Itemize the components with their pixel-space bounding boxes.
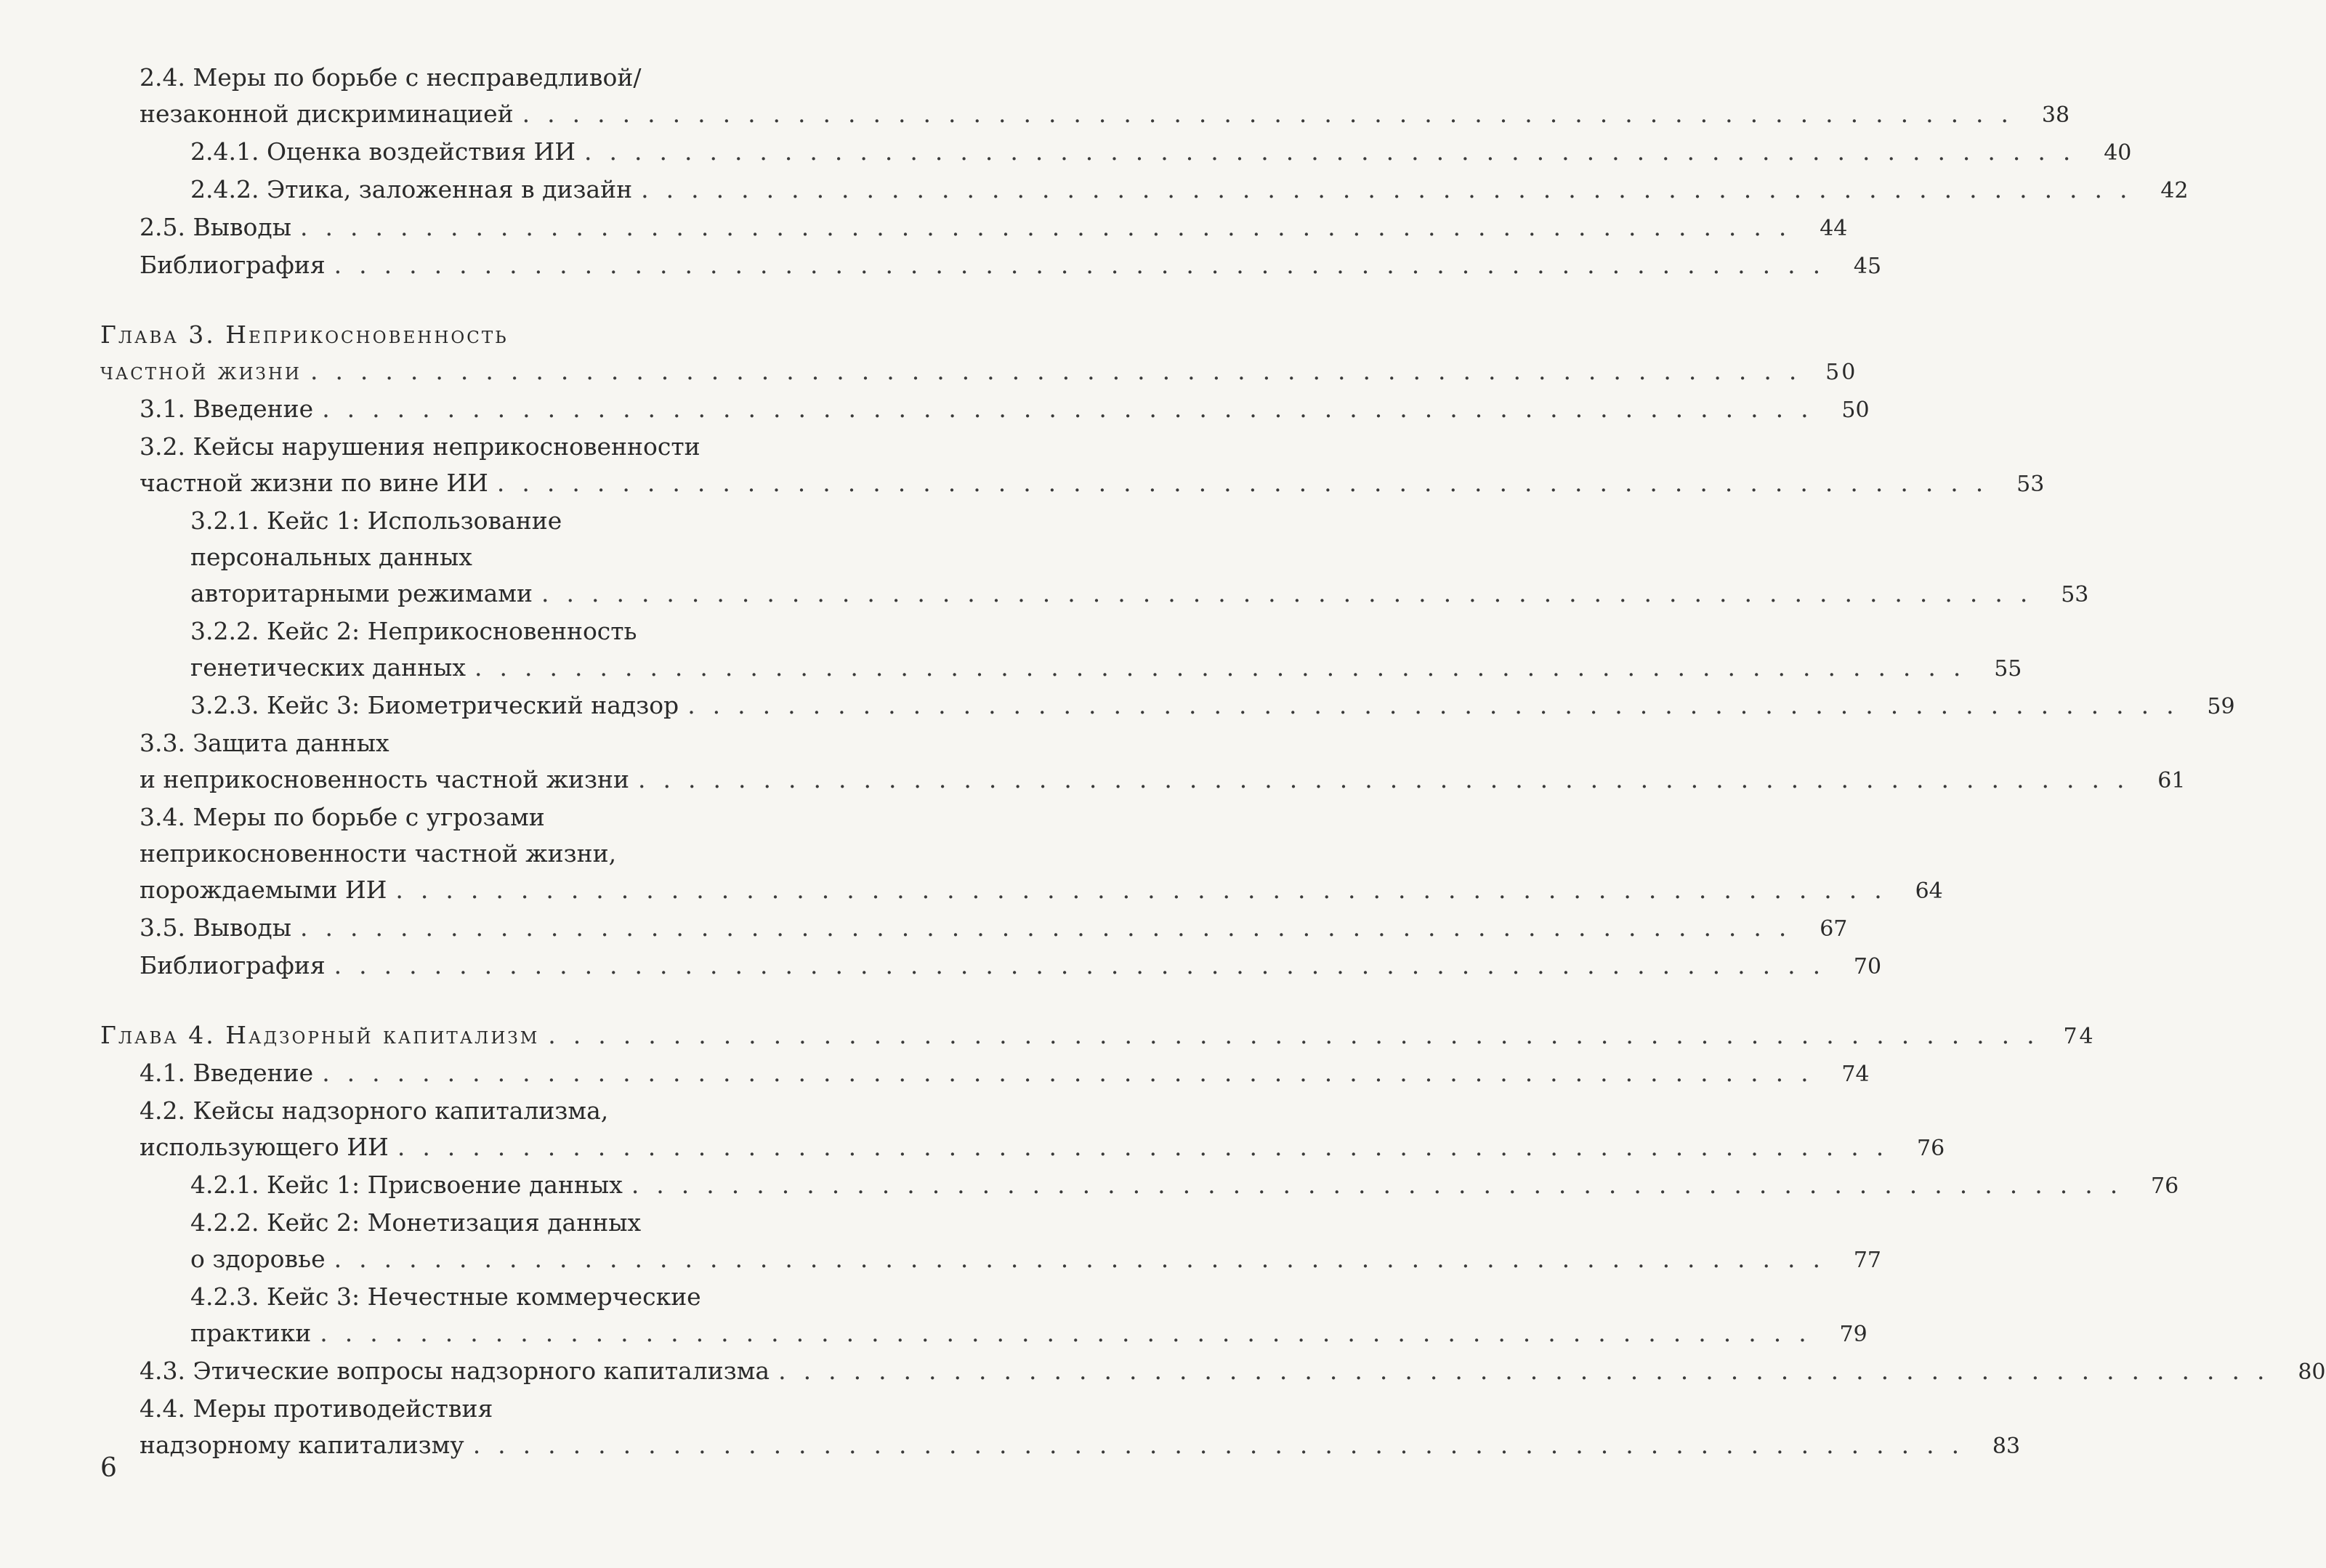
toc-entry-row xyxy=(190,575,2089,613)
toc-entry-title-line: 4.2.1. Кейс 1: Присвоение данных xyxy=(190,1171,623,1199)
dot-leader: ............................................................ xyxy=(638,765,2142,793)
toc-entry-title-line: 3.2.1. Кейс 1: Использование xyxy=(190,506,562,535)
toc-page-number: 80 xyxy=(2298,1359,2326,1385)
toc-entry xyxy=(140,947,1882,985)
toc-entry xyxy=(140,1353,2326,1391)
toc-entry xyxy=(190,171,2189,209)
toc-entry-title-line: 2.4. Меры по борьбе с несправедливой/ xyxy=(140,63,642,92)
toc-entry-row xyxy=(140,247,1882,285)
dot-leader: ............................................................ xyxy=(320,1319,1824,1347)
toc-entry xyxy=(190,134,2132,171)
toc-entry-row xyxy=(100,1017,2096,1055)
toc-entry-title-line: незаконной дискриминацией xyxy=(140,100,514,128)
dot-leader: ............................................................ xyxy=(475,653,1979,682)
toc-entry-title-line: 2.4.1. Оценка воздействия ИИ xyxy=(190,137,576,166)
toc-entry xyxy=(140,247,1882,285)
toc-page-number: 45 xyxy=(1853,254,1882,279)
toc-page-number: 44 xyxy=(1820,216,1848,241)
toc-entry-title-line: и неприкосновенность частной жизни xyxy=(140,765,630,793)
toc-entry xyxy=(140,1391,2021,1465)
toc-entry xyxy=(190,1167,2179,1205)
toc-page-number: 79 xyxy=(1839,1322,1867,1347)
toc-entry-title-line: 4.2. Кейсы надзорного капитализма, xyxy=(140,1096,609,1125)
toc-entry-row xyxy=(190,1167,2179,1205)
dot-leader: ............................................................ xyxy=(584,137,2088,166)
toc-page-number: 59 xyxy=(2207,694,2235,719)
toc-page-number: 38 xyxy=(2041,102,2070,128)
toc-page-number: 50 xyxy=(1841,397,1870,423)
toc-entry-title-line: 3.1. Введение xyxy=(140,395,314,423)
toc-entry-row xyxy=(140,209,1848,247)
toc-entry-row xyxy=(140,1353,2326,1391)
toc-page-number: 64 xyxy=(1915,878,1943,904)
toc-entry-title-line: использующего ИИ xyxy=(140,1133,389,1161)
toc-page-number: 76 xyxy=(1917,1136,1945,1161)
toc-entry-row xyxy=(190,687,2235,725)
toc-entry-title-line: 4.1. Введение xyxy=(140,1059,314,1087)
toc-entry-row xyxy=(190,134,2132,171)
dot-leader: ............................................................ xyxy=(631,1171,2136,1199)
dot-leader: ............................................................ xyxy=(334,1245,1838,1273)
toc-chapter-entry xyxy=(100,317,1858,391)
toc-entry-row xyxy=(190,650,2022,687)
toc-page-number: 42 xyxy=(2160,178,2189,203)
toc-entry-title-line: надзорному капитализму xyxy=(140,1431,464,1459)
dot-leader: ............................................................ xyxy=(778,1357,2282,1385)
dot-leader: ............................................................ xyxy=(334,251,1838,279)
chapter-spacer xyxy=(0,985,993,1017)
toc-entry-row xyxy=(190,1315,1867,1353)
toc-entry-title-line: Глава 4. Надзорный капитализм xyxy=(100,1021,540,1049)
dot-leader: ............................................................ xyxy=(687,691,2192,719)
toc-entry-row xyxy=(140,465,2045,503)
toc-entry-title-line: практики xyxy=(190,1319,312,1347)
dot-leader: ............................................................ xyxy=(397,1133,1902,1161)
toc-page-number: 70 xyxy=(1853,954,1882,979)
toc-entry-title-line: 3.4. Меры по борьбе с угрозами xyxy=(140,803,545,831)
toc-entry xyxy=(190,687,2235,725)
dot-leader: ............................................................ xyxy=(300,213,1804,241)
toc-entry xyxy=(140,60,2070,134)
dot-leader: ............................................................ xyxy=(395,876,1899,904)
toc-entry-title-line: 4.2.3. Кейс 3: Нечестные коммерческие xyxy=(190,1282,701,1311)
toc-entry-title-line: персональных данных xyxy=(190,543,472,571)
toc-entry-title-line: частной жизни xyxy=(100,357,302,385)
toc-page-number: 67 xyxy=(1820,916,1848,942)
toc-entry xyxy=(140,910,1848,947)
dot-leader: ............................................................ xyxy=(472,1431,1977,1459)
toc-entry-row xyxy=(190,171,2189,209)
toc-entry-row xyxy=(140,872,1943,910)
toc-page-number: 74 xyxy=(2063,1024,2096,1049)
toc-entry xyxy=(190,503,2089,613)
toc-page-number: 61 xyxy=(2157,768,2186,793)
toc-entry-row xyxy=(190,1241,1881,1279)
toc-entry-row xyxy=(140,761,2186,799)
dot-leader: ............................................................ xyxy=(310,357,1814,385)
toc-page-number: 53 xyxy=(2016,472,2045,497)
toc-entry-title-line: неприкосновенности частной жизни, xyxy=(140,839,617,868)
toc-entry-title-line: авторитарными режимами xyxy=(190,579,533,607)
dot-leader: ............................................................ xyxy=(322,395,1826,423)
toc-entry-row xyxy=(100,353,1858,391)
toc-entry-title-line: 3.3. Защита данных xyxy=(140,729,389,757)
toc-entry-title-line: порождаемыми ИИ xyxy=(140,876,387,904)
toc-entry-row xyxy=(140,391,1870,429)
toc-entry-title-line: о здоровье xyxy=(190,1245,326,1273)
toc-entry xyxy=(190,1205,1881,1279)
toc-page-number: 55 xyxy=(1994,656,2022,682)
toc-entry-title-line: 2.4.2. Этика, заложенная в дизайн xyxy=(190,175,633,203)
dot-leader: ............................................................ xyxy=(548,1021,2052,1049)
toc-entry-title-line: 3.2. Кейсы нарушения неприкосновенности xyxy=(140,432,700,461)
table-of-contents xyxy=(0,60,2326,1465)
toc-entry-row xyxy=(140,947,1882,985)
toc-page-number: 83 xyxy=(1992,1434,2021,1459)
toc-entry xyxy=(140,429,2045,503)
dot-leader: ............................................................ xyxy=(522,100,2027,128)
toc-entry-title-line: 3.2.2. Кейс 2: Неприкосновенность xyxy=(190,617,637,645)
dot-leader: ............................................................ xyxy=(496,469,2001,497)
toc-entry-row xyxy=(140,1427,2021,1465)
toc-entry-title-line: частной жизни по вине ИИ xyxy=(140,469,488,497)
toc-entry-title-line: генетических данных xyxy=(190,653,467,682)
toc-entry-row xyxy=(140,96,2070,134)
toc-entry-row xyxy=(140,1055,1870,1093)
toc-entry xyxy=(140,1055,1870,1093)
toc-entry-title-line: Библиография xyxy=(140,951,326,979)
toc-entry xyxy=(190,613,2022,687)
toc-page-number: 76 xyxy=(2151,1173,2179,1199)
toc-page-number: 53 xyxy=(2061,582,2089,607)
toc-entry xyxy=(140,799,1943,910)
toc-page-number: 74 xyxy=(1841,1062,1870,1087)
toc-chapter-entry xyxy=(100,1017,2096,1055)
toc-entry xyxy=(140,391,1870,429)
toc-entry-title-line: 3.2.3. Кейс 3: Биометрический надзор xyxy=(190,691,679,719)
toc-entry-title-line: 4.4. Меры противодействия xyxy=(140,1394,493,1423)
chapter-spacer xyxy=(0,285,993,317)
toc-entry xyxy=(140,725,2186,799)
toc-entry-row xyxy=(140,1129,1945,1167)
toc-entry xyxy=(140,209,1848,247)
toc-entry-title-line: 4.2.2. Кейс 2: Монетизация данных xyxy=(190,1208,642,1237)
dot-leader: ............................................................ xyxy=(322,1059,1826,1087)
toc-entry-title-line: Глава 3. Неприкосновенность xyxy=(100,320,509,349)
toc-entry-title-line: 2.5. Выводы xyxy=(140,213,292,241)
toc-entry xyxy=(190,1279,1867,1353)
toc-entry-title-line: Библиография xyxy=(140,251,326,279)
dot-leader: ............................................................ xyxy=(334,951,1838,979)
page-number: 6 xyxy=(100,1453,117,1483)
dot-leader: ............................................................ xyxy=(641,175,2145,203)
toc-entry-title-line: 4.3. Этические вопросы надзорного капитализма xyxy=(140,1357,770,1385)
toc-page-number: 50 xyxy=(1825,360,1858,385)
toc-entry-title-line: 3.5. Выводы xyxy=(140,913,292,942)
toc-page-number: 40 xyxy=(2104,140,2132,166)
dot-leader: ............................................................ xyxy=(541,579,2046,607)
toc-page-number: 77 xyxy=(1853,1248,1881,1273)
toc-entry-row xyxy=(140,910,1848,947)
toc-entry xyxy=(140,1093,1945,1167)
dot-leader: ............................................................ xyxy=(300,913,1804,942)
